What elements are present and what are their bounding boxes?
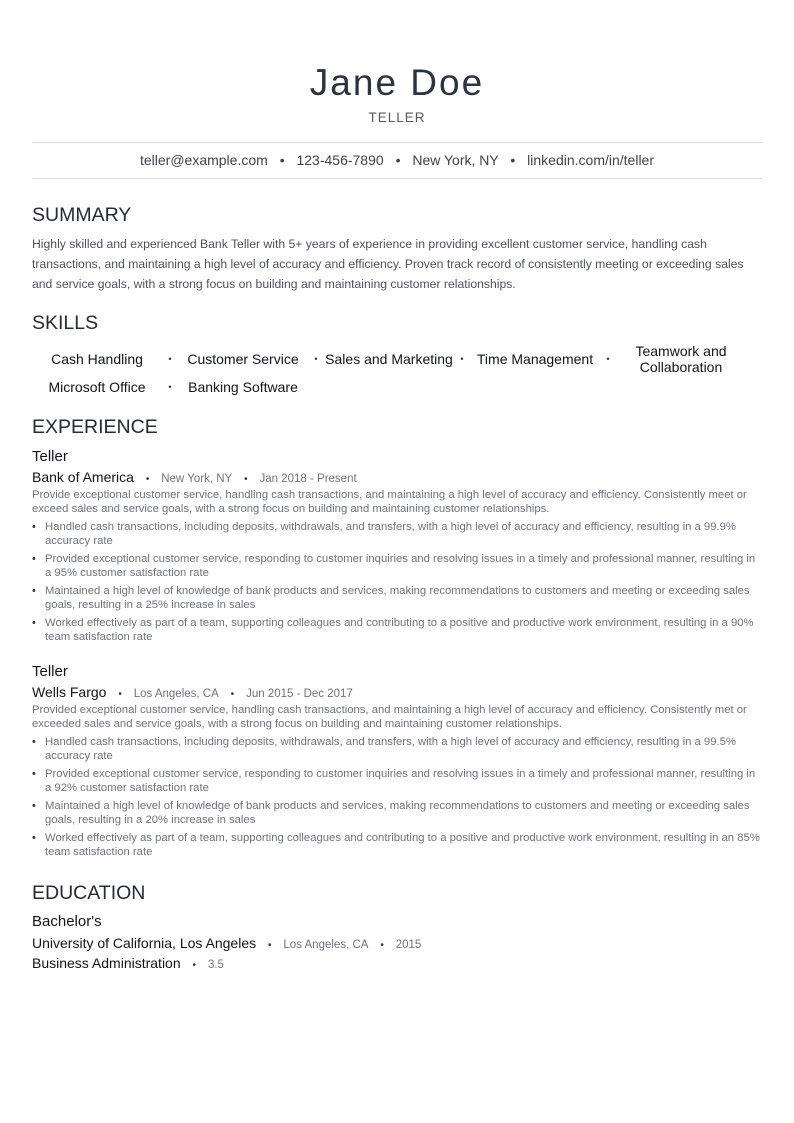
- edu-gpa: 3.5: [207, 959, 224, 971]
- job-bullet: • Worked effectively as part of a team, supporting colleagues and contributing to a positive and productive work environment, resulting in a 90% team satisfaction rate: [32, 616, 762, 644]
- education-entry: [32, 913, 762, 971]
- header-divider-bottom: [32, 178, 762, 179]
- job-meta: [32, 684, 762, 700]
- job-meta: [32, 469, 762, 485]
- meta-separator: •: [192, 960, 197, 971]
- experience-heading: EXPERIENCE: [32, 416, 158, 438]
- candidate-role: TELLER: [368, 110, 426, 125]
- meta-separator: •: [230, 689, 235, 700]
- job-location: New York, NY: [161, 473, 233, 485]
- skill-separator: •: [606, 354, 610, 364]
- job-bullet: • Worked effectively as part of a team, supporting colleagues and contributing to a positive and productive work environment, resulting in an 85% team satisfaction rate: [32, 831, 762, 859]
- job-title: Teller: [32, 663, 68, 680]
- contact-separator: •: [279, 152, 285, 168]
- skill-item: Cash Handling: [51, 351, 143, 367]
- skill-item: Teamwork and Collaboration: [635, 343, 727, 375]
- skill-item: Banking Software: [188, 379, 298, 395]
- skill-item: Sales and Marketing: [325, 351, 453, 367]
- edu-degree: Bachelor's: [32, 913, 102, 930]
- job-bullet: • Handled cash transactions, including deposits, withdrawals, and transfers, with a high level of accuracy and efficiency, resulting in a 99.5% accuracy rate: [32, 735, 762, 763]
- job-bullet: • Maintained a high level of knowledge of bank products and services, making recommendations to customers and meeting or exceeding sales goals, resulting in a 20% increase in sales: [32, 799, 762, 827]
- job-description: Provided exceptional customer service, handling cash transactions, and maintaining a high level of accuracy and efficiency. Consistently met or exceeded sales and service goals, with a strong focus on building and maintaining customer relationships.: [32, 704, 747, 730]
- edu-school-line: [32, 935, 762, 951]
- contact-linkedin[interactable]: linkedin.com/in/teller: [527, 152, 655, 168]
- experience-entry: [32, 448, 762, 648]
- job-title: Teller: [32, 448, 68, 465]
- meta-separator: •: [145, 474, 150, 485]
- meta-separator: •: [268, 940, 272, 951]
- header-divider-top: [32, 142, 762, 143]
- edu-major: Business Administration: [32, 955, 181, 971]
- edu-year: 2015: [395, 939, 422, 951]
- education-heading: EDUCATION: [32, 882, 146, 904]
- experience-entry: [32, 663, 762, 863]
- meta-separator: •: [118, 689, 122, 700]
- skill-separator: •: [168, 382, 172, 392]
- edu-school: University of California, Los Angeles: [32, 935, 257, 951]
- contact-line: [0, 152, 794, 168]
- skills-row-1: [32, 343, 762, 375]
- contact-phone[interactable]: 123-456-7890: [296, 152, 384, 168]
- job-bullets: [32, 735, 762, 859]
- contact-location: New York, NY: [412, 152, 499, 168]
- meta-separator: •: [244, 474, 248, 485]
- skill-item: Time Management: [476, 351, 594, 367]
- edu-location: Los Angeles, CA: [283, 939, 369, 951]
- skill-separator: •: [314, 354, 318, 364]
- job-description: Provide exceptional customer service, handling cash transactions, and maintaining a high level of accuracy and efficiency. Consistently meet or exceed sales and service goals, with a strong focus on building and maintaining customer relationships.: [32, 489, 747, 515]
- contact-email[interactable]: teller@example.com: [139, 152, 268, 168]
- job-dates: Jan 2018 - Present: [259, 473, 357, 485]
- skills-heading: SKILLS: [32, 312, 99, 334]
- contact-separator: •: [510, 152, 516, 168]
- skill-separator: •: [460, 354, 464, 364]
- job-bullet: • Handled cash transactions, including deposits, withdrawals, and transfers, with a high level of accuracy and efficiency, resulting in a 99.9% accuracy rate: [32, 520, 762, 548]
- summary-text: Highly skilled and experienced Bank Teller with 5+ years of experience in providing excellent customer service, handling cash transactions, and maintaining a high level of accuracy and efficiency. Proven track record of consistently meeting or exceeding sales and service goals, with a strong focus on building and maintaining customer relationships.: [32, 237, 744, 291]
- job-bullet: • Provided exceptional customer service, responding to customer inquiries and resolving issues in a timely and professional manner, resulting in a 95% customer satisfaction rate: [32, 552, 762, 580]
- skills-row-2: [32, 379, 762, 395]
- job-bullet: • Provided exceptional customer service, responding to customer inquiries and resolving issues in a timely and professional manner, resulting in a 92% customer satisfaction rate: [32, 767, 762, 795]
- contact-separator: •: [395, 152, 401, 168]
- job-bullets: [32, 520, 762, 644]
- job-location: Los Angeles, CA: [133, 688, 219, 700]
- job-dates: Jun 2015 - Dec 2017: [246, 688, 353, 700]
- skill-separator: •: [168, 354, 172, 364]
- job-bullet: • Maintained a high level of knowledge of bank products and services, making recommendations to customers and meeting or exceeding sales goals, resulting in a 25% increase in sales: [32, 584, 762, 612]
- meta-separator: •: [380, 940, 384, 951]
- job-company: Bank of America: [32, 469, 134, 485]
- job-company: Wells Fargo: [32, 684, 107, 700]
- candidate-name: Jane Doe: [309, 62, 485, 103]
- skill-item: Customer Service: [187, 351, 299, 367]
- summary-heading: SUMMARY: [32, 204, 132, 226]
- skill-item: Microsoft Office: [48, 379, 146, 395]
- edu-major-line: [32, 955, 762, 971]
